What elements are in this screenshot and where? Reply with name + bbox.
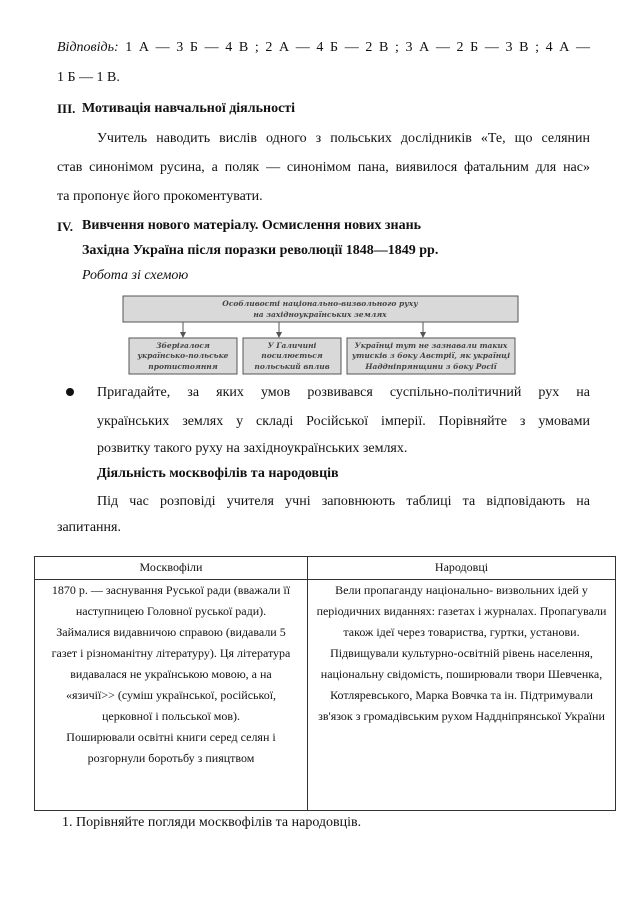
question-1 — [62, 813, 562, 833]
table-header-narodovtsi: Народовці — [308, 557, 616, 580]
table-cell-line: видавалася не українською мовою, а на — [70, 667, 272, 681]
subsection-line-1: Під час розповіді учителя учні заповнюють таблиці та відповідають на — [97, 494, 590, 509]
subsection-line-2: запитання. — [57, 520, 121, 535]
table-cell-line: наступницею Головної руської ради). — [75, 604, 267, 618]
bullet-dot — [66, 388, 74, 396]
bullet-line-2: українських землях у складі Російської імперії. Порівняйте з умовами — [97, 414, 590, 429]
diagram-top-line-1: Особливості національно-визвольного руху — [222, 299, 418, 308]
section-3-number: III. — [57, 101, 76, 116]
table-cell-line: також ідеї через товариства, гуртки, установи. — [343, 625, 580, 639]
table-cell-line: розгорнули боротьбу з пияцтвом — [87, 751, 255, 765]
section-4-title: Вивчення нового матеріалу. Осмислення нових знань — [82, 218, 422, 233]
section-3-line-1: Учитель наводить вислів одного з польських дослідників «Те, що селянин — [97, 131, 590, 146]
section-3-title: Мотивація навчальної діяльності — [82, 101, 296, 116]
table-cell-line: Поширювали освітні книги серед селян і — [66, 730, 276, 744]
table-cell-line: Займалися видавничою справою (видавали 5 — [56, 625, 286, 639]
table-cell-narodovtsi — [308, 580, 616, 811]
bullet-line-3: розвитку такого руху на західноукраїнських землях. — [97, 441, 408, 456]
table-cell-line: періодичних виданнях: газетах і журналах. Пропагували — [316, 604, 607, 618]
diagram-box-1-line-2: українсько-польське — [137, 351, 229, 360]
table-cell-line: 1870 р. — заснування Руської ради (вважали її — [51, 583, 291, 597]
diagram-box-1-line-1: Зберігалося — [156, 341, 210, 350]
table-cell-line: Вели пропаганду національно- визвольних ідей у — [335, 583, 588, 597]
diagram-top-line-2: на західноукраїнських землях — [253, 310, 387, 319]
section-3-line-3: та пропонує його прокоментувати. — [57, 189, 263, 204]
table-cell-line: національну свідомість, поширювали твори Шевченка, — [320, 667, 603, 681]
table-cell-line: зв'язок з громадівським рухом Наддніпрянської України — [318, 709, 605, 723]
table-cell-moskvofily — [35, 580, 308, 811]
table-cell-line: церковної і польської мов). — [101, 709, 241, 723]
diagram-box-3-line-3: Наддніпрянщини з боку Росії — [365, 362, 497, 371]
table-cell-line: газет і різноманітну літературу). Ця література — [51, 646, 291, 660]
section-4-subtitle: Західна Україна після поразки революції 1848—1849 рр. — [82, 243, 439, 258]
answer-line-1 — [57, 38, 590, 58]
diagram-box-3-line-1: Українці тут не зазнавали таких — [354, 341, 508, 350]
question-text: Порівняйте погляди москвофілів та народовців. — [76, 815, 362, 830]
section-3-line-2: став синонімом русина, а поляк — синонімом пана, виявилося фатальним для нас» — [57, 160, 590, 175]
question-number: 1. — [62, 815, 73, 830]
table-header-row — [35, 557, 616, 580]
answer-line-2: 1 Б — 1 В. — [57, 70, 120, 85]
section-4-number: IV. — [57, 219, 74, 234]
table-cell-line: Котляревського, Марка Вовчка та ін. Підтримували — [330, 688, 593, 702]
subsection-title: Діяльність москвофілів та народовців — [97, 466, 339, 481]
bullet-line-1: Пригадайте, за яких умов розвивався суспільно-політичний рух на — [97, 385, 590, 400]
scheme-label: Робота зі схемою — [82, 268, 189, 283]
comparison-table — [34, 556, 616, 811]
diagram-box-1-line-3: протистояння — [148, 362, 218, 371]
answer-text-1: 1 А — 3 Б — 4 В ; 2 А — 4 Б — 2 В ; 3 А — 2 Б — 3 В ; 4 А — — [125, 40, 590, 55]
diagram-box-2-line-3: польський вплив — [254, 362, 330, 371]
diagram-box-3-line-2: утисків з боку Австрії, як українці — [351, 351, 511, 360]
diagram-box-2-line-2: посилюється — [261, 351, 323, 360]
table-header-moskvofily: Москвофіли — [35, 557, 308, 580]
table-cell-line: Підвищували культурно-освітній рівень населення, — [330, 646, 593, 660]
table-row — [35, 580, 616, 811]
diagram-box-2-line-1: У Галичині — [267, 341, 317, 350]
table-cell-line: «язичії>> (суміш української, російської, — [65, 688, 277, 702]
answer-label: Відповідь: — [57, 40, 119, 55]
